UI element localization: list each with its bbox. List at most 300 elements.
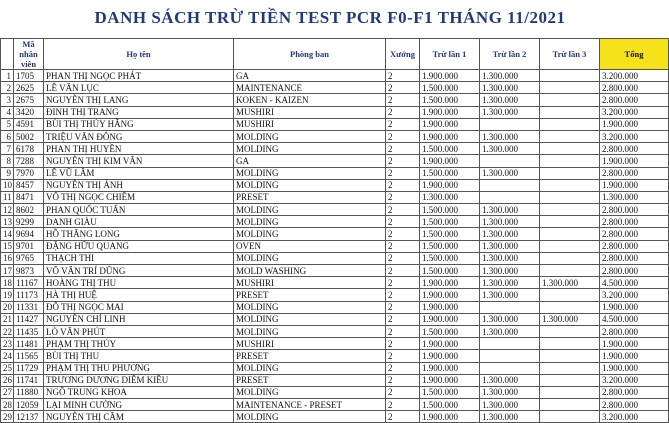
full-name-cell[interactable]: TRIỆU VĂN ĐÔNG [44,130,234,142]
table-row [1,362,669,374]
header-total: Tổng [600,39,669,70]
full-name-cell[interactable]: NGUYỄN THỊ LANG [44,94,234,106]
workshop-cell[interactable]: 2 [386,289,420,301]
table-row [1,350,669,362]
workshop-cell[interactable]: 2 [386,228,420,240]
full-name-cell[interactable]: PHAN THỊ HUYỀN [44,143,234,155]
table-row [1,143,669,155]
table-row [1,289,669,301]
deduction-2-cell[interactable]: 1.300.000 [480,411,540,423]
header-full-name: Họ tên [44,39,234,70]
deduction-3-cell[interactable] [540,265,600,277]
total-cell[interactable]: 2.800.000 [600,252,669,264]
deduction-1-cell[interactable]: 1.900.000 [420,289,480,301]
employee-id-cell[interactable]: 11427 [14,313,44,325]
deduction-2-cell[interactable]: 1.300.000 [480,386,540,398]
total-cell[interactable]: 3.200.000 [600,411,669,423]
full-name-cell[interactable]: ĐINH THỊ TRANG [44,106,234,118]
deduction-1-cell[interactable]: 1.900.000 [420,179,480,191]
deduction-3-cell[interactable] [540,167,600,179]
full-name-cell[interactable]: NGÔ TRUNG KHOA [44,386,234,398]
full-name-cell[interactable]: PHAN QUỐC TUẤN [44,204,234,216]
deduction-1-cell[interactable]: 1.900.000 [420,350,480,362]
workshop-cell[interactable]: 2 [386,350,420,362]
deduction-3-cell[interactable] [540,143,600,155]
deduction-3-cell[interactable] [540,350,600,362]
deduction-2-cell[interactable]: 1.300.000 [480,216,540,228]
deduction-1-cell[interactable]: 1.900.000 [420,70,480,82]
full-name-cell[interactable]: LẠI MINH CƯỜNG [44,399,234,411]
total-cell[interactable]: 2.800.000 [600,265,669,277]
workshop-cell[interactable]: 2 [386,143,420,155]
sheet-title: DANH SÁCH TRỪ TIỀN TEST PCR F0-F1 THÁNG 11/2021 [94,8,566,27]
department-cell[interactable]: PRESET [234,191,386,203]
header-department: Phòng ban [234,39,386,70]
employee-id-cell[interactable]: 11741 [14,374,44,386]
total-cell[interactable]: 2.800.000 [600,216,669,228]
deduction-1-cell[interactable]: 1.500.000 [420,386,480,398]
department-cell[interactable]: OVEN [234,240,386,252]
workshop-cell[interactable]: 2 [386,179,420,191]
total-cell[interactable]: 2.800.000 [600,94,669,106]
deduction-3-cell[interactable] [540,240,600,252]
deduction-1-cell[interactable]: 1.500.000 [420,82,480,94]
deduction-2-cell[interactable] [480,191,540,203]
employee-id-cell[interactable]: 9873 [14,265,44,277]
workshop-cell[interactable]: 2 [386,240,420,252]
row-number[interactable]: 21 [1,313,14,325]
row-number[interactable]: 12 [1,204,14,216]
deduction-2-cell[interactable] [480,179,540,191]
full-name-cell[interactable]: NGUYỄN THỊ KIM VÂN [44,155,234,167]
deduction-3-cell[interactable] [540,252,600,264]
table-row [1,155,669,167]
deduction-3-cell[interactable] [540,228,600,240]
deduction-2-cell[interactable]: 1.300.000 [480,143,540,155]
deduction-2-cell[interactable]: 1.300.000 [480,325,540,337]
deduction-2-cell[interactable]: 1.300.000 [480,130,540,142]
employee-id-cell[interactable]: 7288 [14,155,44,167]
deduction-2-cell[interactable] [480,301,540,313]
department-cell[interactable]: GA [234,70,386,82]
total-cell[interactable]: 2.800.000 [600,240,669,252]
table-row [1,313,669,325]
workshop-cell[interactable]: 2 [386,374,420,386]
deduction-3-cell[interactable] [540,386,600,398]
deduction-2-cell[interactable]: 1.300.000 [480,82,540,94]
deduction-3-cell[interactable] [540,301,600,313]
department-cell[interactable]: MOLDING [234,204,386,216]
table-row [1,325,669,337]
employee-id-cell[interactable]: 5002 [14,130,44,142]
workshop-cell[interactable]: 2 [386,265,420,277]
full-name-cell[interactable]: NGUYỄN THỊ CẦM [44,411,234,423]
header-deduction-3: Trừ lần 3 [540,39,600,70]
table-row [1,179,669,191]
full-name-cell[interactable]: VÕ VĂN TRÍ DŨNG [44,265,234,277]
full-name-cell[interactable]: TRƯƠNG DƯƠNG DIỄM KIỀU [44,374,234,386]
deduction-3-cell[interactable] [540,325,600,337]
row-number[interactable]: 24 [1,350,14,362]
table-row [1,82,669,94]
deduction-1-cell[interactable]: 1.500.000 [420,252,480,264]
department-cell[interactable]: MAINTENANCE - PRESET [234,399,386,411]
full-name-cell[interactable]: HÀ THỊ HUỆ [44,289,234,301]
row-number[interactable]: 18 [1,277,14,289]
header-deduction-1: Trừ lần 1 [420,39,480,70]
deduction-1-cell[interactable]: 1.900.000 [420,155,480,167]
employee-id-cell[interactable]: 8602 [14,204,44,216]
row-number[interactable]: 14 [1,228,14,240]
deduction-2-cell[interactable]: 1.300.000 [480,228,540,240]
department-cell[interactable]: MOLDING [234,179,386,191]
row-number[interactable]: 25 [1,362,14,374]
row-number[interactable]: 27 [1,386,14,398]
deduction-2-cell[interactable]: 1.300.000 [480,289,540,301]
row-number[interactable]: 26 [1,374,14,386]
workshop-cell[interactable]: 2 [386,411,420,423]
total-cell[interactable]: 2.800.000 [600,143,669,155]
employee-id-cell[interactable]: 11880 [14,386,44,398]
row-number[interactable]: 5 [1,118,14,130]
deduction-1-cell[interactable]: 1.500.000 [420,216,480,228]
deduction-1-cell[interactable]: 1.900.000 [420,362,480,374]
employee-id-cell[interactable]: 9299 [14,216,44,228]
workshop-cell[interactable]: 2 [386,130,420,142]
deduction-1-cell[interactable]: 1.500.000 [420,325,480,337]
table-row [1,252,669,264]
table-row [1,228,669,240]
table-row [1,399,669,411]
department-cell[interactable]: MUSHIRI [234,118,386,130]
deduction-2-cell[interactable]: 1.300.000 [480,70,540,82]
department-cell[interactable]: PRESET [234,374,386,386]
employee-id-cell[interactable]: 2625 [14,82,44,94]
table-row [1,386,669,398]
employee-id-cell[interactable]: 6178 [14,143,44,155]
total-cell[interactable]: 2.800.000 [600,325,669,337]
department-cell[interactable]: MOLD WASHING [234,265,386,277]
deduction-3-cell[interactable] [540,338,600,350]
deduction-2-cell[interactable] [480,362,540,374]
row-number[interactable]: 22 [1,325,14,337]
department-cell[interactable]: MOLDING [234,325,386,337]
employee-id-cell[interactable]: 9694 [14,228,44,240]
employee-id-cell[interactable]: 8471 [14,191,44,203]
row-number[interactable]: 6 [1,130,14,142]
employee-id-cell[interactable]: 9701 [14,240,44,252]
employee-id-cell[interactable]: 11565 [14,350,44,362]
deduction-2-cell[interactable]: 1.300.000 [480,94,540,106]
employee-id-cell[interactable]: 3420 [14,106,44,118]
total-cell[interactable]: 3.200.000 [600,289,669,301]
full-name-cell[interactable]: ĐỖ THỊ NGỌC MAI [44,301,234,313]
total-cell[interactable]: 1.900.000 [600,362,669,374]
deduction-1-cell[interactable]: 1.900.000 [420,277,480,289]
total-cell[interactable]: 3.200.000 [600,130,669,142]
row-number[interactable]: 16 [1,252,14,264]
deduction-2-cell[interactable] [480,350,540,362]
deduction-3-cell[interactable] [540,130,600,142]
department-cell[interactable]: MOLDING [234,301,386,313]
header-deduction-2: Trừ lần 2 [480,39,540,70]
deduction-3-cell[interactable] [540,374,600,386]
total-cell[interactable]: 1.900.000 [600,301,669,313]
deduction-2-cell[interactable]: 1.300.000 [480,106,540,118]
deduction-1-cell[interactable]: 1.900.000 [420,301,480,313]
deduction-1-cell[interactable]: 1.500.000 [420,167,480,179]
deduction-3-cell[interactable] [540,399,600,411]
department-cell[interactable]: MUSHIRI [234,106,386,118]
total-cell[interactable]: 1.900.000 [600,118,669,130]
row-number[interactable]: 29 [1,411,14,423]
deduction-1-cell[interactable]: 1.900.000 [420,313,480,325]
department-cell[interactable]: MOLDING [234,411,386,423]
table-row [1,216,669,228]
deduction-table [0,38,669,423]
workshop-cell[interactable]: 2 [386,301,420,313]
department-cell[interactable]: PRESET [234,350,386,362]
total-cell[interactable]: 2.800.000 [600,204,669,216]
deduction-1-cell[interactable]: 1.900.000 [420,106,480,118]
employee-id-cell[interactable]: 11729 [14,362,44,374]
row-number[interactable]: 7 [1,143,14,155]
department-cell[interactable]: MOLDING [234,167,386,179]
deduction-3-cell[interactable] [540,191,600,203]
table-row [1,338,669,350]
workshop-cell[interactable]: 2 [386,118,420,130]
table-row [1,94,669,106]
employee-id-cell[interactable]: 11167 [14,277,44,289]
deduction-2-cell[interactable] [480,338,540,350]
employee-id-cell[interactable]: 4591 [14,118,44,130]
row-number[interactable]: 17 [1,265,14,277]
row-number[interactable]: 10 [1,179,14,191]
row-number[interactable]: 9 [1,167,14,179]
deduction-1-cell[interactable]: 1.500.000 [420,204,480,216]
row-number[interactable]: 11 [1,191,14,203]
full-name-cell[interactable]: PHẠM THỊ THU PHƯƠNG [44,362,234,374]
workshop-cell[interactable]: 2 [386,313,420,325]
deduction-3-cell[interactable] [540,289,600,301]
total-cell[interactable]: 3.200.000 [600,106,669,118]
deduction-3-cell[interactable] [540,70,600,82]
workshop-cell[interactable]: 2 [386,191,420,203]
full-name-cell[interactable]: VÕ THỊ NGỌC CHIÊM [44,191,234,203]
deduction-1-cell[interactable]: 1.300.000 [420,191,480,203]
total-cell[interactable]: 2.800.000 [600,82,669,94]
table-row [1,411,669,423]
row-number[interactable]: 3 [1,94,14,106]
header-workshop: Xưởng [386,39,420,70]
workshop-cell[interactable]: 2 [386,70,420,82]
full-name-cell[interactable]: LÊ VĂN LỤC [44,82,234,94]
deduction-1-cell[interactable]: 1.500.000 [420,399,480,411]
employee-id-cell[interactable]: 12137 [14,411,44,423]
workshop-cell[interactable]: 2 [386,252,420,264]
deduction-3-cell[interactable] [540,94,600,106]
header-index [1,39,14,70]
total-cell[interactable]: 2.800.000 [600,386,669,398]
department-cell[interactable]: GA [234,155,386,167]
workshop-cell[interactable]: 2 [386,94,420,106]
department-cell[interactable]: MOLDING [234,143,386,155]
employee-id-cell[interactable]: 2675 [14,94,44,106]
full-name-cell[interactable]: ĐẶNG HỮU QUANG [44,240,234,252]
deduction-3-cell[interactable] [540,106,600,118]
total-cell[interactable]: 2.800.000 [600,167,669,179]
row-number[interactable]: 23 [1,338,14,350]
workshop-cell[interactable]: 2 [386,204,420,216]
workshop-cell[interactable]: 2 [386,277,420,289]
total-cell[interactable]: 1.900.000 [600,350,669,362]
department-cell[interactable]: MOLDING [234,362,386,374]
deduction-1-cell[interactable]: 1.500.000 [420,143,480,155]
deduction-3-cell[interactable] [540,82,600,94]
department-cell[interactable]: MOLDING [234,130,386,142]
deduction-1-cell[interactable]: 1.500.000 [420,265,480,277]
employee-id-cell[interactable]: 11435 [14,325,44,337]
department-cell[interactable]: MOLDING [234,386,386,398]
full-name-cell[interactable]: HOÀNG THỊ THU [44,277,234,289]
employee-id-cell[interactable]: 12059 [14,399,44,411]
employee-id-cell[interactable]: 11481 [14,338,44,350]
full-name-cell[interactable]: NGUYỄN THỊ ÁNH [44,179,234,191]
full-name-cell[interactable]: PHẠM THỊ THÚY [44,338,234,350]
department-cell[interactable]: PRESET [234,289,386,301]
row-number[interactable]: 4 [1,106,14,118]
deduction-2-cell[interactable]: 1.300.000 [480,277,540,289]
employee-id-cell[interactable]: 7970 [14,167,44,179]
employee-id-cell[interactable]: 9765 [14,252,44,264]
deduction-2-cell[interactable]: 1.300.000 [480,167,540,179]
table-row [1,265,669,277]
total-cell[interactable]: 2.800.000 [600,228,669,240]
deduction-1-cell[interactable]: 1.500.000 [420,240,480,252]
total-cell[interactable]: 1.900.000 [600,155,669,167]
department-cell[interactable]: MOLDING [234,313,386,325]
department-cell[interactable]: KOKEN - KAIZEN [234,94,386,106]
full-name-cell[interactable]: NGUYỄN CHÍ LINH [44,313,234,325]
deduction-2-cell[interactable]: 1.300.000 [480,399,540,411]
deduction-1-cell[interactable]: 1.900.000 [420,130,480,142]
department-cell[interactable]: MOLDING [234,252,386,264]
deduction-2-cell[interactable]: 1.300.000 [480,374,540,386]
department-cell[interactable]: MOLDING [234,216,386,228]
total-cell[interactable]: 4.500.000 [600,313,669,325]
total-cell[interactable]: 4.500.000 [600,277,669,289]
deduction-2-cell[interactable]: 1.300.000 [480,204,540,216]
workshop-cell[interactable]: 2 [386,216,420,228]
workshop-cell[interactable]: 2 [386,82,420,94]
table-row [1,130,669,142]
workshop-cell[interactable]: 2 [386,325,420,337]
total-cell[interactable]: 3.200.000 [600,374,669,386]
full-name-cell[interactable]: HỒ THĂNG LONG [44,228,234,240]
table-row [1,240,669,252]
table-row [1,374,669,386]
row-number[interactable]: 20 [1,301,14,313]
workshop-cell[interactable]: 2 [386,338,420,350]
table-row [1,204,669,216]
row-number[interactable]: 8 [1,155,14,167]
row-number[interactable]: 15 [1,240,14,252]
row-number[interactable]: 19 [1,289,14,301]
employee-id-cell[interactable]: 1705 [14,70,44,82]
department-cell[interactable]: MUSHIRI [234,338,386,350]
deduction-3-cell[interactable] [540,179,600,191]
deduction-1-cell[interactable]: 1.900.000 [420,118,480,130]
row-number[interactable]: 13 [1,216,14,228]
deduction-1-cell[interactable]: 1.900.000 [420,374,480,386]
table-row [1,191,669,203]
table-row [1,70,669,82]
deduction-3-cell[interactable] [540,204,600,216]
total-cell[interactable]: 3.200.000 [600,70,669,82]
deduction-2-cell[interactable]: 1.300.000 [480,252,540,264]
row-number[interactable]: 28 [1,399,14,411]
deduction-1-cell[interactable]: 1.500.000 [420,94,480,106]
deduction-3-cell[interactable]: 1.300.000 [540,277,600,289]
deduction-3-cell[interactable] [540,411,600,423]
department-cell[interactable]: MUSHIRI [234,277,386,289]
table-row [1,277,669,289]
full-name-cell[interactable]: LÊ VŨ LÂM [44,167,234,179]
workshop-cell[interactable]: 2 [386,155,420,167]
deduction-2-cell[interactable]: 1.300.000 [480,313,540,325]
deduction-3-cell[interactable] [540,216,600,228]
department-cell[interactable]: MOLDING [234,228,386,240]
table-row [1,118,669,130]
workshop-cell[interactable]: 2 [386,386,420,398]
full-name-cell[interactable]: LÒ VĂN PHÚT [44,325,234,337]
full-name-cell[interactable]: THẠCH THI [44,252,234,264]
total-cell[interactable]: 1.900.000 [600,338,669,350]
total-cell[interactable]: 1.900.000 [600,179,669,191]
deduction-2-cell[interactable]: 1.300.000 [480,240,540,252]
deduction-1-cell[interactable]: 1.900.000 [420,411,480,423]
employee-id-cell[interactable]: 8457 [14,179,44,191]
employee-id-cell[interactable]: 11173 [14,289,44,301]
full-name-cell[interactable]: BÙI THỊ THÚY HẰNG [44,118,234,130]
full-name-cell[interactable]: BÙI THỊ THU [44,350,234,362]
deduction-2-cell[interactable] [480,118,540,130]
workshop-cell[interactable]: 2 [386,362,420,374]
deduction-2-cell[interactable] [480,155,540,167]
workshop-cell[interactable]: 2 [386,106,420,118]
row-number[interactable]: 2 [1,82,14,94]
table-row [1,167,669,179]
deduction-1-cell[interactable]: 1.500.000 [420,228,480,240]
table-row [1,301,669,313]
total-cell[interactable]: 2.800.000 [600,399,669,411]
deduction-2-cell[interactable]: 1.300.000 [480,265,540,277]
full-name-cell[interactable]: DANH GIÀU [44,216,234,228]
employee-id-cell[interactable]: 11331 [14,301,44,313]
department-cell[interactable]: MAINTENANCE [234,82,386,94]
workshop-cell[interactable]: 2 [386,167,420,179]
deduction-3-cell[interactable] [540,118,600,130]
deduction-3-cell[interactable]: 1.300.000 [540,313,600,325]
header-employee-id: Mã nhân viên [14,39,44,70]
deduction-3-cell[interactable] [540,155,600,167]
full-name-cell[interactable]: PHAN THỊ NGỌC PHÁT [44,70,234,82]
deduction-1-cell[interactable]: 1.900.000 [420,338,480,350]
row-number[interactable]: 1 [1,70,14,82]
total-cell[interactable]: 1.300.000 [600,191,669,203]
workshop-cell[interactable]: 2 [386,399,420,411]
deduction-3-cell[interactable] [540,362,600,374]
